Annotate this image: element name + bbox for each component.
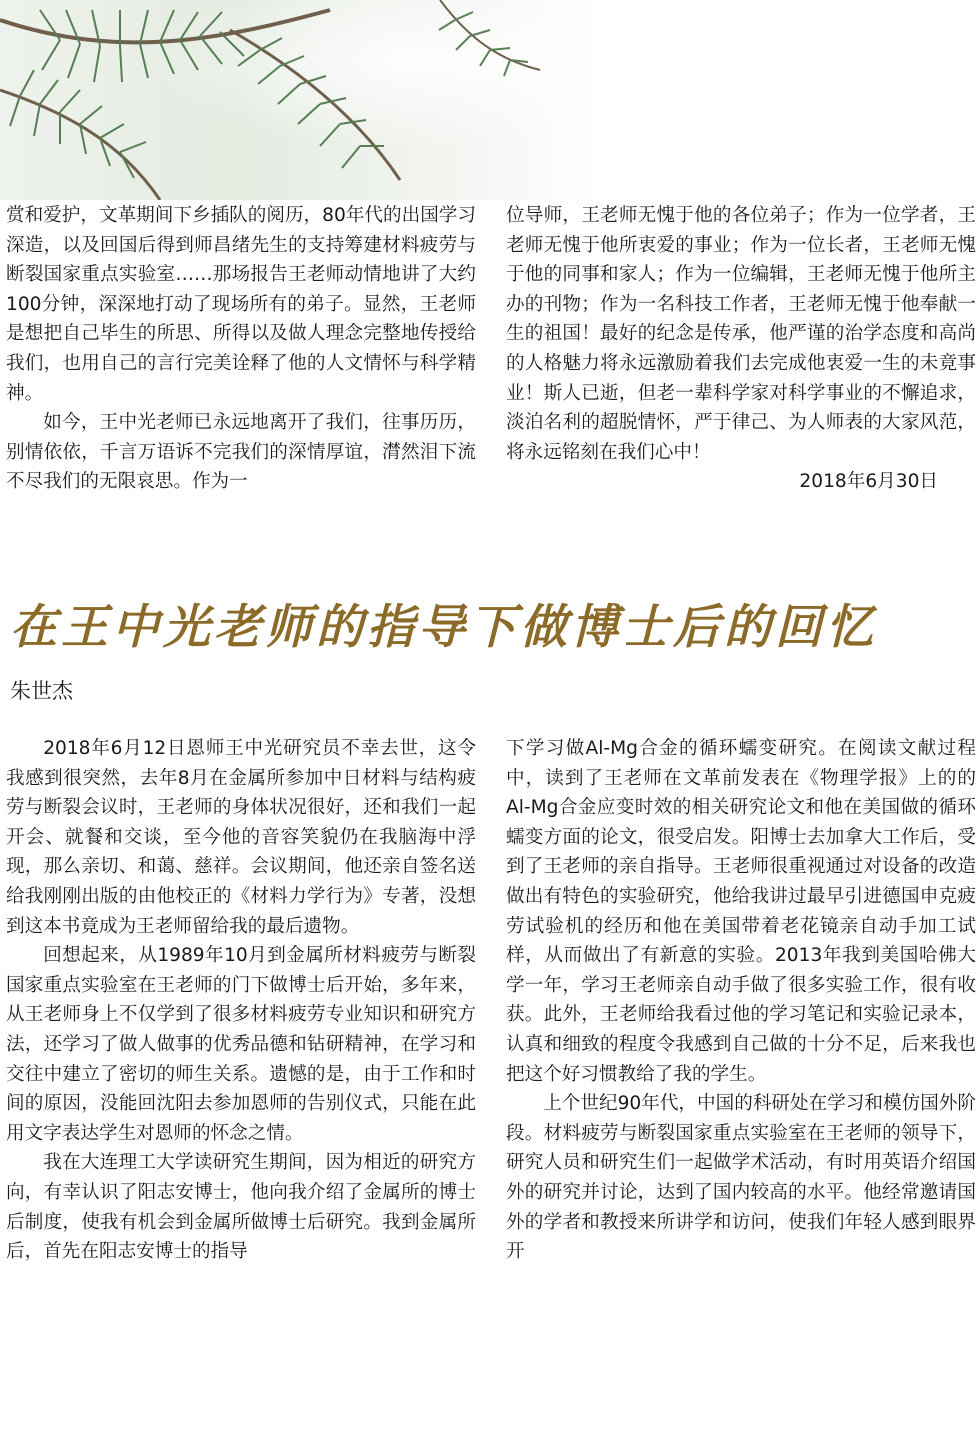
pine-branch-illustration	[0, 0, 600, 200]
paragraph: 如今，王中光老师已永远地离开了我们，往事历历，别情依依，千言万语诉不完我们的深情厚谊，潸然泪下流不尽我们的无限哀思。作为一	[6, 412, 476, 493]
article-right-column	[506, 734, 976, 1267]
paragraph: 回想起来，从1989年10月到金属所材料疲劳与断裂国家重点实验室在王老师的门下做博士后开始，多年来，从王老师身上不仅学到了很多材料疲劳专业知识和研究方法，还学习了做人做事的优秀品德和钻研精神，在学习和交往中建立了密切的师生关系。遗憾的是，由于工作和时间的原因，没能回沈阳去参加恩师的告别仪式，只能在此用文字表达学生对恩师的怀念之情。	[6, 945, 476, 1144]
pine-branch-banner	[0, 0, 600, 200]
top-left-column	[6, 201, 476, 497]
paragraph: 位导师，王老师无愧于他的各位弟子；作为一位学者，王老师无愧于他所衷爱的事业；作为一位长者，王老师无愧于他的同事和家人；作为一位编辑，王老师无愧于他所主办的刊物；作为一名科技工作者，王老师无愧于他奉献一生的祖国！最好的纪念是传承，他严谨的治学态度和高尚的人格魅力将永远激励着我们去完成他衷爱一生的未竟事业！斯人已逝，但老一辈科学家对科学事业的不懈追求，淡泊名利的超脱情怀，严于律己、为人师表的大家风范，将永远铭刻在我们心中！	[506, 205, 976, 463]
paragraph: 上个世纪90年代，中国的科研处在学习和模仿国外阶段。材料疲劳与断裂国家重点实验室在王老师的领导下，研究人员和研究生们一起做学术活动，有时用英语介绍国外的研究并讨论，达到了国内较高的水平。他经常邀请国外的学者和教授来所讲学和访问，使我们年轻人感到眼界开	[506, 1093, 976, 1263]
paragraph: 我在大连理工大学读研究生期间，因为相近的研究方向，有幸认识了阳志安博士，他向我介绍了金属所的博士后制度，使我有机会到金属所做博士后研究。我到金属所后，首先在阳志安博士的指导	[6, 1152, 476, 1263]
article-title: 在王中光老师的指导下做博士后的回忆	[10, 600, 877, 655]
article-date: 2018年6月30日	[799, 471, 938, 493]
paragraph: 赏和爱护，文革期间下乡插队的阅历，80年代的出国学习深造，以及回国后得到师昌绪先生的支持筹建材料疲劳与断裂国家重点实验室……那场报告王老师动情地讲了大约100分钟，深深地打动了现场所有的弟子。显然，王老师是想把自己毕生的所思、所得以及做人理念完整地传授给我们，也用自己的言行完美诠释了他的人文情怀与科学精神。	[6, 205, 476, 404]
top-right-column	[506, 201, 976, 497]
author-name: 朱世杰	[10, 679, 73, 703]
paragraph: 2018年6月12日恩师王中光研究员不幸去世，这令我感到很突然，去年8月在金属所参加中日材料与结构疲劳与断裂会议时，王老师的身体状况很好，还和我们一起开会、就餐和交谈，至今他的音容笑貌仍在我脑海中浮现，那么亲切、和蔼、慈祥。会议期间，他还亲自签名送给我刚刚出版的由他校正的《材料力学行为》专著，没想到这本书竟成为王老师留给我的最后遗物。	[6, 738, 476, 937]
paragraph: 下学习做Al-Mg合金的循环蠕变研究。在阅读文献过程中，读到了王老师在文革前发表在《物理学报》上的的Al-Mg合金应变时效的相关研究论文和他在美国做的循环蠕变方面的论文，很受启发。阳博士去加拿大工作后，受到了王老师的亲自指导。王老师很重视通过对设备的改造做出有特色的实验研究，他给我讲过最早引进德国申克疲劳试验机的经历和他在美国带着老花镜亲自动手加工试样，从而做出了有新意的实验。2013年我到美国哈佛大学一年，学习王老师亲自动手做了很多实验工作，很有收获。此外，王老师给我看过他的学习笔记和实验记录本，认真和细致的程度令我感到自己做的十分不足，后来我也把这个好习惯教给了我的学生。	[506, 738, 976, 1085]
article-left-column	[6, 734, 476, 1267]
